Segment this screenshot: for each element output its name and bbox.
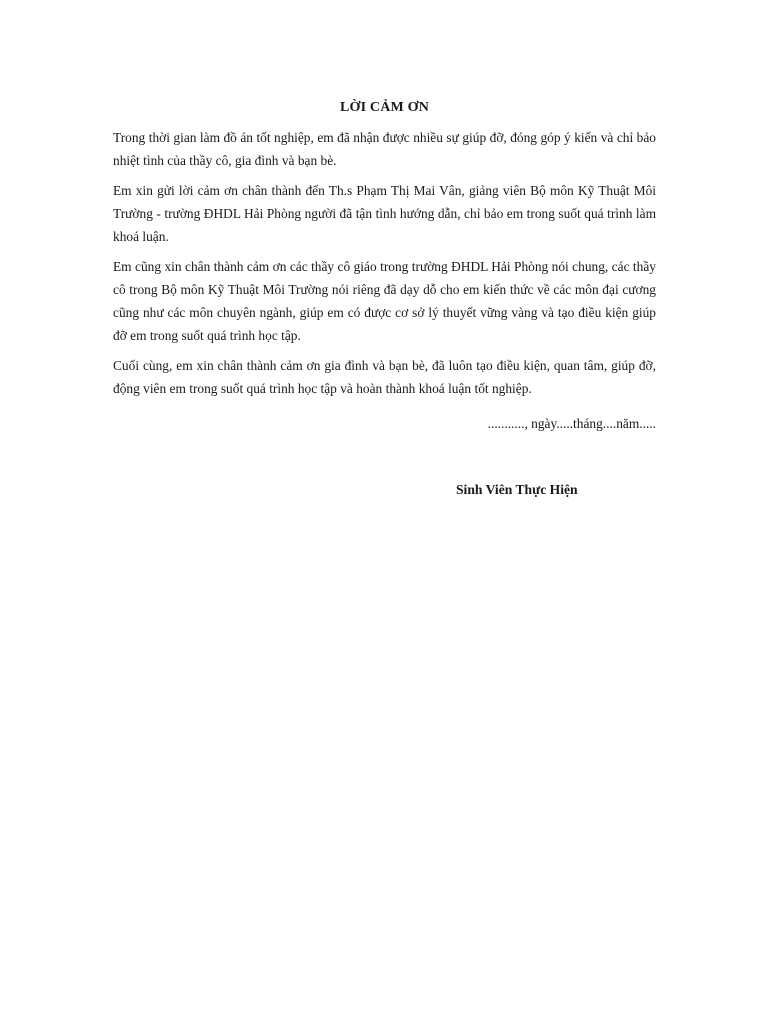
document-page — [113, 98, 656, 497]
document-title: LỜI CẢM ƠN — [339, 100, 430, 115]
paragraph-family-thanks: Cuối cùng, em xin chân thành cảm ơn gia đình và bạn bè, đã luôn tạo điều kiện, quan tâm, giúp đỡ, động viên em trong suốt quá trình học tập và hoàn thành khoá luận tốt nghiệp. — [113, 358, 656, 396]
paragraph-advisor-thanks: Em xin gửi lời cảm ơn chân thành đến Th.s Phạm Thị Mai Vân, giảng viên Bộ môn Kỹ Thuật Môi Trường - trường ĐHDL Hải Phòng người đã tận tình hướng dẫn, chỉ bảo em trong suốt quá trình làm khoá luận. — [113, 183, 656, 244]
date-line: ..........., ngày.....tháng....năm..... — [487, 416, 656, 431]
paragraph-intro: Trong thời gian làm đồ án tốt nghiệp, em đã nhận được nhiều sự giúp đỡ, đóng góp ý kiến và chỉ bảo nhiệt tình của thầy cô, gia đình và bạn bè. — [113, 130, 656, 168]
paragraph-teachers-thanks: Em cũng xin chân thành cảm ơn các thầy cô giáo trong trường ĐHDL Hải Phòng nói chung, các thầy cô trong Bộ môn Kỹ Thuật Môi Trường nói riêng đã dạy dỗ cho em kiến thức về các môn đại cương cũng như các môn chuyên ngành, giúp em có được cơ sở lý thuyết vững vàng và tạo điều kiện giúp đỡ em trong suốt quá trình học tập. — [113, 259, 656, 343]
signature-label: Sinh Viên Thực Hiện — [456, 482, 578, 497]
